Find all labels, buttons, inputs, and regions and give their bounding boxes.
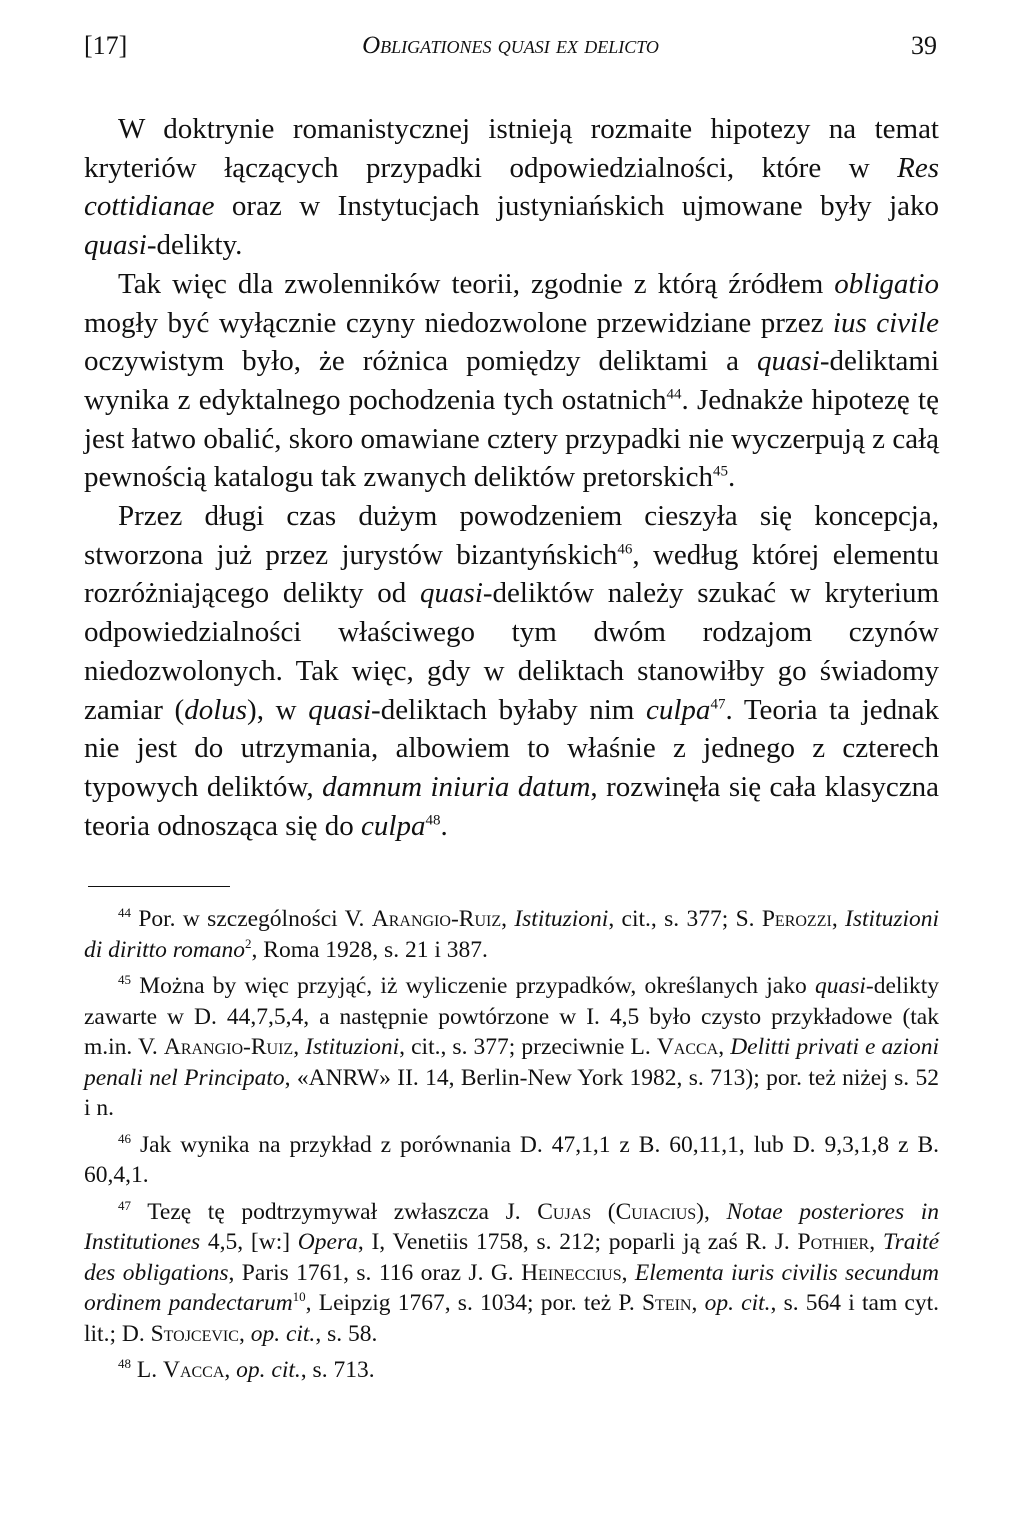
footnote-44: $^{44}$ Por. w szczególności V. Arangio-Ruiz, Istituzioni, cit., s. 377; S. Perozzi, Istituzioni di diritto romano$^2$, Roma 1928, s. 21 i 387. [84,905,940,963]
page-number: 39 [911,31,937,60]
main-text [84,110,939,845]
footnote-ref-47[interactable]: 47 [710,695,726,712]
footnote-45: $^{45}$ Można by więc przyjąć, iż wyliczenie przypadków, określanych jako quasi-delikty zawarte w D. 44,7,5,4, a następnie powtórzone w I. 4,5 było czysto przykładowe (tak m.in. V. Arangio-Ruiz, Istituzioni, cit., s. 377; przeciwnie L. Vacca, Delitti privati e azioni penali nel Principato, «ANRW» II. 14, Berlin-New York 1982, s. 713); por. też niżej s. 52 i n. [84,972,940,1121]
chapter-bracket-number: [17] [84,31,128,60]
footnote-46: $^{46}$ Jak wynika na przykład z porównania D. 47,1,1 z B. 60,11,1, lub D. 9,3,1,8 z B. 60,4,1. [84,1130,939,1188]
footnote-47: $^{47}$ Tezę tę podtrzymywał zwłaszcza J. Cujas (Cuiacius), Notae posteriores in Institutiones 4,5, [w:] Opera, I, Venetiis 1758, s. 212; poparli ją zaś R. J. Pothier, Traité des obligations, Paris 1761, s. 116 oraz J. G. Heineccius, Elementa iuris civilis secundum ordinem pandectarum$^{10}$, Leipzig 1767, s. 1034; por. też P. Stein, op. cit., s. 564 i tam cyt. lit.; D. Stojcevic, op. cit., s. 58. [84,1197,940,1347]
paragraph-2: Tak więc dla zwolenników teorii, zgodnie z którą źródłem obligatio mogły być wyłącznie czyny niedozwolone przewidziane przez ius civile oczywistym było, że różnica pomiędzy deliktami a quasi-deliktami wynika z edyktalnego pochodzenia tych ostatnich$^{44}$. Jednakże hipotezę tę jest łatwo obalić, skoro omawiane cztery przypadki nie wyczerpują z całą pewnością katalogu tak zwanych deliktów pretorskich$^{45}$. [84,267,939,494]
footnote-ref-46[interactable]: 46 [617,541,633,558]
footnote-divider [88,886,230,887]
footnote-ref-45[interactable]: 45 [712,463,728,480]
running-title: Obligationes quasi ex delicto [362,32,659,59]
footnote-ref-48[interactable]: 48 [425,812,441,828]
footnote-ref-44[interactable]: 44 [666,386,682,403]
paragraph-1: W doktrynie romanistycznej istnieją rozmaite hipotezy na temat kryteriów łączących przypadki odpowiedzialności, które w Res cottidianae oraz w Instytucjach justyniańskich ujmowane były jako quasi-delikty. [84,113,939,262]
running-head [84,26,937,66]
footnotes [84,904,939,1392]
footnote-48: $^{48}$ L. Vacca, op. cit., s. 713. [118,1356,375,1383]
paragraph-3: Przez długi czas dużym powodzeniem cieszyła się koncepcja, stworzona już przez jurystów bizantyńskich$^{46}$, według której elementu rozróżniającego delikty od quasi-deliktów należy szukać w kryterium odpowiedzialności właściwego tym dwóm rodzajom czynów niedozwolonych. Tak więc, gdy w deliktach stanowiłby go świadomy zamiar (dolus), w quasi-deliktach byłaby nim culpa$^{47}$. Teoria ta jednak nie jest do utrzymania, albowiem to właśnie z jednego z czterech typowych deliktów, damnum iniuria datum, rozwinęła się cała klasyczna teoria odnosząca się do culpa$^{48}$. [84,500,940,842]
